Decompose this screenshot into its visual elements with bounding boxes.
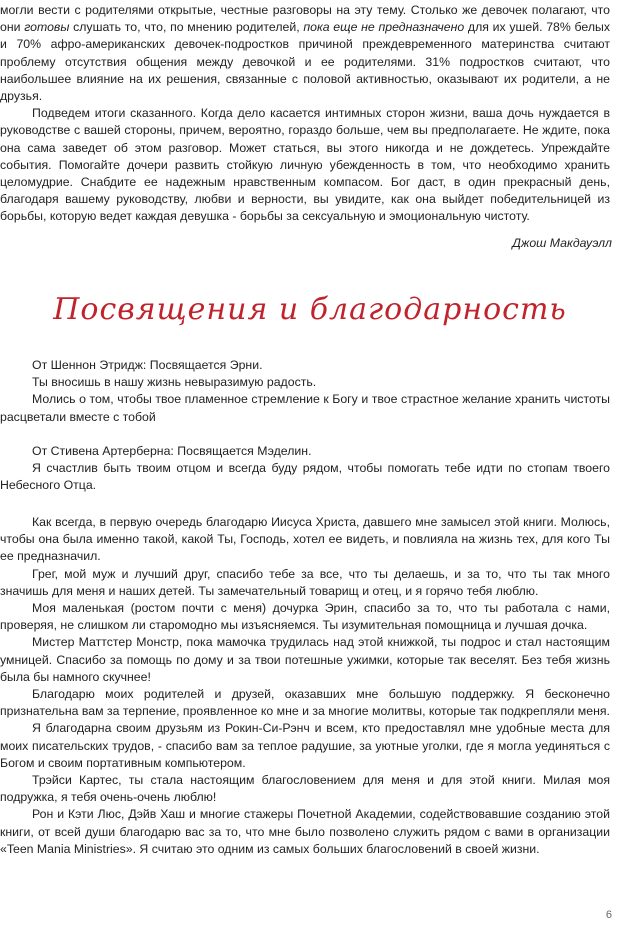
emphasis-not-intended: пока еще не предназначено	[303, 20, 465, 35]
thanks-paragraph: Трэйси Картес, ты стала настоящим благословением для меня и для этой книги. Милая моя подружка, я тебя очень-очень люблю!	[0, 773, 610, 805]
dedication-line: Ты вносишь в нашу жизнь невыразимую радость.	[32, 375, 317, 390]
thanks-paragraph: Мистер Маттстер Монстр, пока мамочка трудилась над этой книжкой, ты подрос и стал настоящим умницей. Спасибо за помощь по дому и за твои потешные ужимки, которые так веселят. Без тебя жизнь была бы намного скучнее!	[0, 635, 610, 684]
dedications-block	[0, 357, 610, 494]
dedication-line: От Стивена Артерберна: Посвящается Мэделин.	[32, 443, 312, 458]
intro-paragraph-2: Подведем итоги сказанного. Когда дело касается интимных сторон жизни, ваша дочь нуждается в руководстве с вашей стороны, причем, вероятно, гораздо больше, чем вы предполагаете. Не ждите, пока она сама заведет об этом разговор. Может статься, вы этого никогда и не дождетесь. Упреждайте события. Помогайте дочери развить стойкую личную убежденность в том, что необходимо хранить целомудрие. Снабдите ее надежным нравственным компасом. Бог даст, в один прекрасный день, благодаря вашему руководству, любви и верности, вы увидите, как она выйдет победительницей из борьбы, которую ведет каждая девушка - борьбы за сексуальную и эмоциональную чистоту.	[0, 106, 610, 224]
section-title: Посвящения и благодарность	[53, 292, 567, 327]
dedication-line: Я счастлив быть твоим отцом и всегда буду рядом, чтобы помогать тебе идти по стопам твоего Небесного Отца.	[0, 461, 610, 493]
dedication-line: Молись о том, чтобы твое пламенное стремление к Богу и твое страстное желание хранить чистоты расцветали вместе с тобой	[0, 392, 610, 424]
thanks-paragraph: Я благодарна своим друзьям из Рокин-Си-Рэнч и всем, кто предоставлял мне удобные места для моих писательских трудов, - спасибо вам за теплое радушие, за уютные уголки, где я могла уединяться с Богом и своим портативным компьютером.	[0, 721, 610, 770]
thanks-paragraph: Грег, мой муж и лучший друг, спасибо тебе за все, что ты делаешь, и за то, что ты так много значишь для меня и наших детей. Ты замечательный товарищ и отец, и я горячо тебя люблю.	[0, 566, 610, 598]
thanks-paragraph: Моя маленькая (ростом почти с меня) дочурка Эрин, спасибо за то, что ты работала с нами, проверяя, не слишком ли старомодно мы изъясняемся. Ты изумительная помощница и лучшая дочка.	[0, 601, 610, 633]
thanks-paragraph: Как всегда, в первую очередь благодарю Иисуса Христа, давшего мне замысел этой книги. Молюсь, чтобы она была именно такой, какой Ты, Господь, хотел ее видеть, и повлияла на жизнь тех, для кого Ты ее предназначил.	[0, 515, 610, 564]
emphasis-ready: готовы	[24, 20, 70, 35]
thanks-block	[0, 514, 610, 858]
author-signature: Джош Макдауэлл	[512, 236, 612, 250]
intro-paragraph-1: могли вести с родителями открытые, честные разговоры на эту тему. Столько же девочек полагают, что они готовы слушать то, что, по мнению родителей, пока еще не предназначено для их ушей. 78% белых и 70% афро-американских девочек-подростков причиной преждевременного материнства считают проблему отсутствия общения между девочкой и ее родителями. 31% подростков считают, что наибольшее влияние на их решения, связанные с половой активностью, оказывают их родители, а не друзья.	[0, 3, 611, 104]
intro-text	[0, 2, 610, 226]
page-number: 6	[605, 909, 612, 921]
thanks-paragraph: Благодарю моих родителей и друзей, оказавших мне большую поддержку. Я бесконечно признательна вам за терпение, проявленное ко мне и за многие молитвы, которые так подкрепляли меня.	[0, 687, 610, 719]
dedication-line: От Шеннон Этридж: Посвящается Эрни.	[32, 358, 263, 372]
thanks-paragraph: Рон и Кэти Люс, Дэйв Хаш и многие стажеры Почетной Академии, содействовавшие созданию этой книги, от всей души благодарю вас за то, что мне было позволено служить рядом с вами в организации «Teen Mania Ministries». Я считаю это одним из самых больших благословений в своей жизни.	[0, 807, 610, 856]
